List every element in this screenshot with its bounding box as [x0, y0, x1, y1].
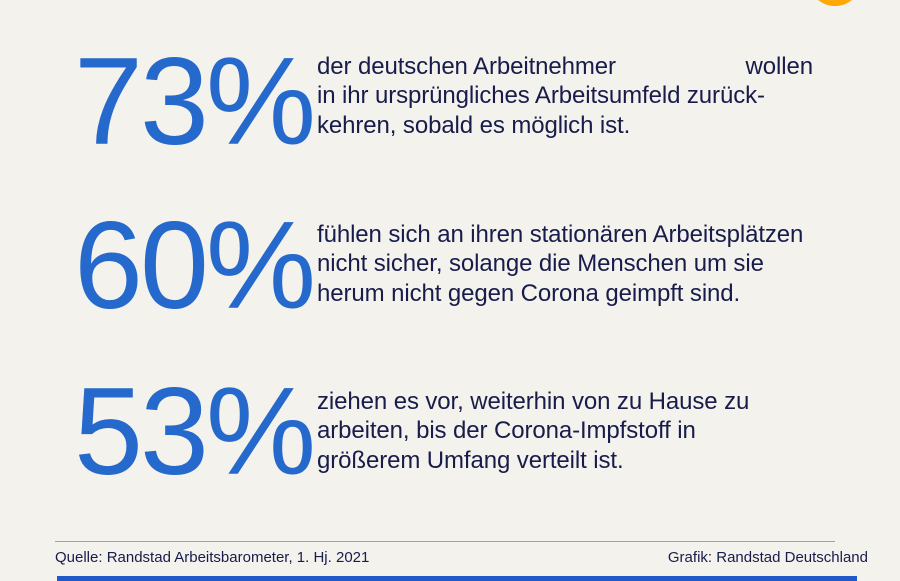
footer-credit-text: Grafik: Randstad Deutschland [667, 549, 868, 566]
bottom-accent-bar [57, 576, 857, 581]
stat-text-line: in ihr ursprüngliches Arbeitsumfeld zurück- [317, 82, 765, 110]
stat-value: 60% [74, 197, 314, 335]
stat-text-segment: wollen [745, 53, 813, 80]
stat-text-line: herum nicht gegen Corona geimpft sind. [317, 279, 741, 307]
stat-text-line: kehren, sobald es möglich ist. [317, 111, 631, 139]
stat-text-line: ziehen es vor, weiterhin von zu Hause zu [317, 388, 750, 415]
footer-source-text: Quelle: Randstad Arbeitsbarometer, 1. Hj. 2021 [55, 549, 370, 566]
stat-description [317, 220, 803, 308]
footer-divider [55, 541, 835, 542]
stat-text-line: größerem Umfang verteilt ist. [317, 446, 624, 474]
stat-text-line: nicht sicher, solange die Menschen um sie [317, 250, 764, 278]
stat-text-segment: der deutschen Arbeitnehmer [317, 53, 616, 80]
stat-value: 53% [74, 363, 314, 501]
stat-text-line: fühlen sich an ihren stationären Arbeitsplätzen [317, 221, 804, 248]
stat-description [317, 387, 749, 475]
stat-text-line [317, 52, 813, 81]
stat-description [317, 52, 813, 140]
yellow-dot-decoration [808, 0, 862, 6]
stat-value: 73% [74, 33, 314, 171]
stat-text-line: arbeiten, bis der Corona-Impfstoff in [317, 417, 696, 445]
